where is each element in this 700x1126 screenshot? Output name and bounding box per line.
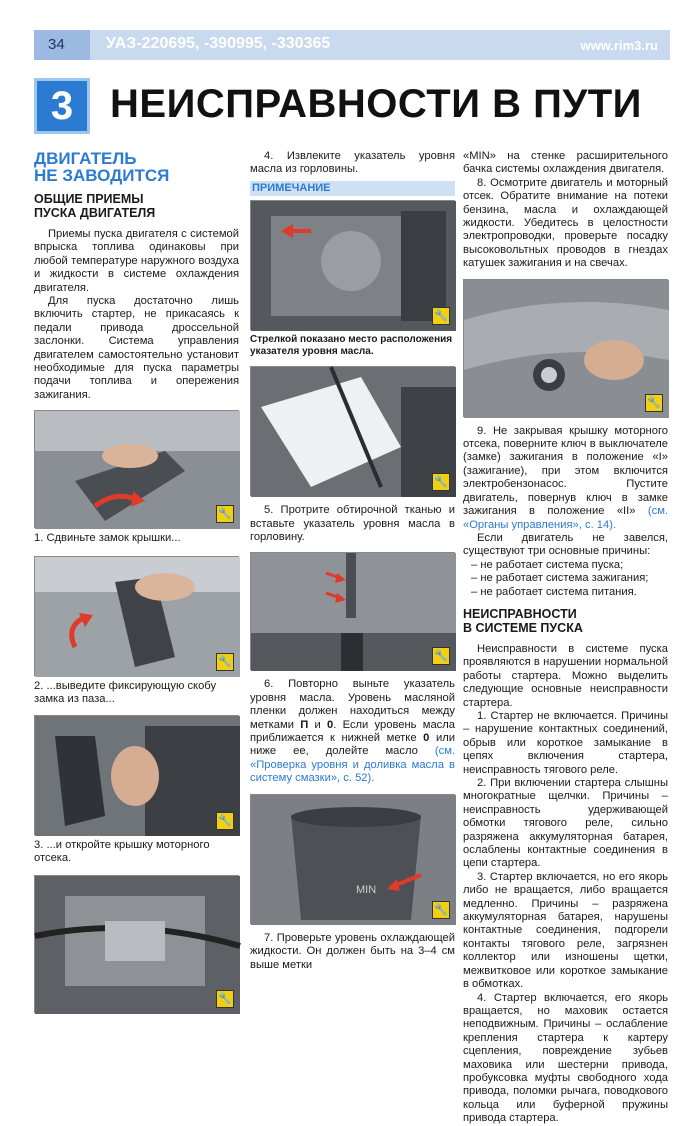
note-caption: Стрелкой показано место расположения указателя уровня масла. bbox=[250, 334, 453, 358]
paragraph: 2. При включении стартера слышны многократные щелчки. Причины – неисправность удерживающей обмотки тягового реле, сильно разряжена аккумуляторная батарея, ослаблены контактные соединения в цепи стартера. bbox=[463, 777, 668, 870]
photo-wipe-dipstick-image bbox=[251, 367, 456, 497]
tool-tag-icon: 🔧 bbox=[216, 505, 234, 523]
photo-ignition-key bbox=[463, 279, 668, 417]
section-title: ДВИГАТЕЛЬ НЕ ЗАВОДИТСЯ bbox=[34, 149, 170, 185]
tool-tag-icon: 🔧 bbox=[432, 901, 450, 919]
photo-wipe-dipstick bbox=[250, 366, 455, 496]
paragraph: 4. Стартер включается, его якорь вращается, но маховик остается неподвижным. Причины – ослабление крепления стартера к картеру сцепления, повреждение зубьев маховика или шестерни привода, пробуксовка муфты свободного хода привода, поломки рычага, поводкового кольца или буферной пружины привода стартера. bbox=[463, 991, 668, 1125]
paragraph: 1. Стартер не включается. Причины – нарушение контактных соединений, обрыв или короткое замыкание в цепях включения стартера, неисправность тягового реле. bbox=[463, 709, 668, 776]
note-label: ПРИМЕЧАНИЕ bbox=[250, 181, 455, 196]
chapter-number: 3 bbox=[34, 78, 90, 134]
cross-ref-link[interactable]: (см. «Проверка уровня и доливка масла в систему смазки», с. 52). bbox=[250, 745, 456, 785]
photo-hood-bracket-image bbox=[35, 557, 240, 677]
tool-tag-icon: 🔧 bbox=[432, 647, 450, 665]
paragraph: 6. Повторно выньте указатель уровня масла. Уровень масляной пленки должен находиться между метками П и 0. Если уровень масла приближается к нижней метке 0 или ниже ее, долейте масло (см. «Проверка уровня и доливка масла в систему смазки», с. 52). bbox=[250, 678, 456, 785]
photo-hood-bracket bbox=[34, 556, 239, 676]
photo-coolant-tank bbox=[250, 794, 455, 924]
paragraph: 4. Извлеките указатель уровня масла из горловины. bbox=[250, 150, 455, 176]
paragraph: Если двигатель не завелся, существуют три основные причины: bbox=[463, 531, 668, 558]
photo-open-hood-image bbox=[35, 716, 240, 836]
column-2 bbox=[250, 150, 455, 972]
subsection-title: ОБЩИЕ ПРИЕМЫ ПУСКА ДВИГАТЕЛЯ bbox=[34, 192, 156, 220]
paragraph: 5. Протрите обтирочной тканью и вставьте указатель уровня масла в горловину. bbox=[250, 504, 455, 544]
page-number: 34 bbox=[48, 36, 65, 53]
photo-caption: 2. ...выведите фиксирующую скобу замка из паза... bbox=[34, 679, 217, 706]
column-1 bbox=[34, 150, 239, 1013]
paragraph: 3. Стартер включается, но его якорь либо не вращается, либо вращается медленно. Причины – разряжена аккумуляторная батарея, нарушены контактные соединения, подгорели контакты тягового реле, загрязнен коллектор или изношены щетки, межвитковое или короткое замыкание в обмотках. bbox=[463, 870, 668, 991]
photo-coolant-tank-image bbox=[251, 795, 456, 925]
paragraph: 9. Не закрывая крышку моторного отсека, поверните ключ в выключателе (замке) зажигания в положение «I» (зажигание), при этом включится электробензонасос. Пустите двигатель, повернув ключ в замке зажигания в положение «II» (см. «Органы управления», с. 14). bbox=[463, 424, 668, 531]
min-mark-label: MIN bbox=[356, 883, 377, 896]
photo-caption: 3. ...и откройте крышку моторного отсека. bbox=[34, 838, 210, 864]
paragraph: Приемы пуска двигателя с системой впрыска топлива одинаковы при любой температуре наружного воздуха и жидкости в системе охлаждения двигателя. bbox=[34, 228, 239, 294]
paragraph: Для пуска достаточно лишь включить стартер, не прикасаясь к педали привода дроссельной заслонки. Система управления двигателем самостоятельно установит необходимые для пуска параметры подачи топлива и опережения зажигания. bbox=[34, 295, 239, 401]
chapter-title: НЕИСПРАВНОСТИ В ПУТИ bbox=[110, 82, 642, 126]
paragraph: 8. Осмотрите двигатель и моторный отсек. Обратите внимание на потеки бензина, масла и охлаждающей жидкости. Убедитесь в целостности электропроводки, проверьте посадку высоковольтных проводов в гнездах катушек зажигания и на свечах. bbox=[463, 176, 668, 270]
column-3 bbox=[463, 150, 668, 1126]
photo-hood-lock bbox=[34, 410, 239, 528]
tool-tag-icon: 🔧 bbox=[216, 812, 234, 830]
photo-open-hood bbox=[34, 715, 239, 835]
paragraph: «MIN» на стенке расширительного бачка системы охлаждения двигателя. bbox=[463, 150, 668, 176]
site-link[interactable]: www.rim3.ru bbox=[580, 38, 658, 53]
tool-tag-icon: 🔧 bbox=[216, 990, 234, 1008]
list-item: – не работает система питания. bbox=[471, 585, 637, 598]
tool-tag-icon: 🔧 bbox=[432, 473, 450, 491]
photo-engine-bay-image bbox=[35, 876, 240, 1014]
photo-ignition-key-image bbox=[464, 280, 669, 418]
photo-dipstick-marks-image bbox=[251, 553, 456, 671]
cross-ref-link[interactable]: (см. «Органы управления», с. 14). bbox=[463, 505, 668, 531]
photo-engine-bay bbox=[34, 875, 239, 1013]
list-item: – не работает система зажигания; bbox=[471, 572, 649, 585]
subsection-title: НЕИСПРАВНОСТИ В СИСТЕМЕ ПУСКА bbox=[463, 606, 583, 635]
photo-hood-lock-image bbox=[35, 411, 240, 529]
photo-caption: 1. Сдвиньте замок крышки... bbox=[34, 532, 181, 545]
tool-tag-icon: 🔧 bbox=[432, 307, 450, 325]
photo-dipstick-location-image bbox=[251, 201, 456, 331]
paragraph: Неисправности в системе пуска проявляются в нарушении нормальной работы стартера. Можно выделить следующие основные неисправности стартера. bbox=[463, 642, 668, 709]
tool-tag-icon: 🔧 bbox=[216, 653, 234, 671]
vehicle-model: УАЗ-220695, -390995, -330365 bbox=[106, 35, 331, 52]
paragraph: 7. Проверьте уровень охлаждающей жидкости. Он должен быть на 3–4 см выше метки bbox=[250, 931, 455, 971]
photo-dipstick-location bbox=[250, 200, 455, 330]
page-header bbox=[0, 30, 700, 60]
tool-tag-icon: 🔧 bbox=[645, 394, 663, 412]
photo-dipstick-marks bbox=[250, 552, 455, 670]
list-item: – не работает система пуска; bbox=[471, 558, 624, 571]
